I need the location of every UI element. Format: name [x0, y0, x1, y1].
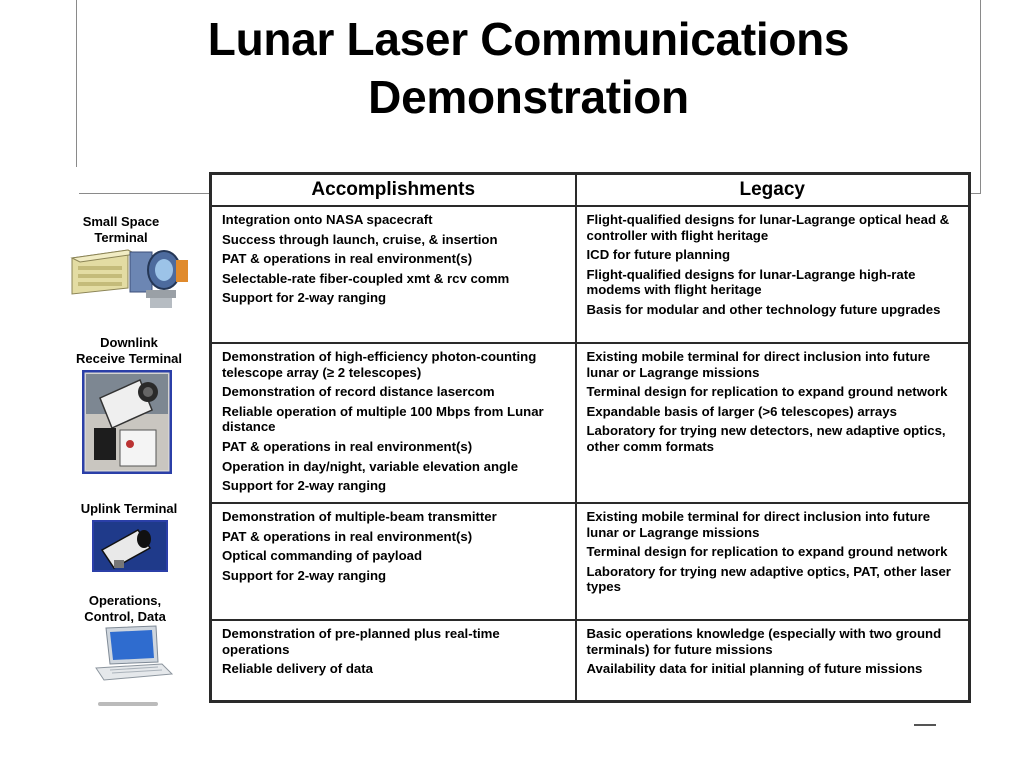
laptop-icon	[92, 624, 174, 684]
page-number-mark	[914, 724, 936, 726]
slide-title-line2: Demonstration	[368, 71, 689, 123]
list-item: Integration onto NASA spacecraft	[222, 212, 433, 227]
table-header-row	[211, 174, 970, 207]
list-item: Support for 2-way ranging	[222, 478, 387, 494]
list-item: Flight-qualified designs for lunar-Lagrange high-rate modems with flight heritage	[586, 266, 916, 298]
list-item: PAT & operations in real environment(s)	[222, 528, 473, 544]
table-row	[211, 620, 970, 702]
terminal-label-operations	[50, 593, 200, 625]
list-item: Terminal design for replication to expand ground network	[586, 384, 948, 400]
legacy-cell	[576, 503, 970, 620]
table-row	[211, 206, 970, 343]
list-item: Basic operations knowledge (especially with two ground terminals) for future missions	[586, 626, 942, 657]
terminal-label-line: Downlink	[100, 335, 158, 350]
list-item: PAT & operations in real environment(s)	[222, 251, 473, 267]
spacecraft-terminal-icon	[70, 244, 190, 310]
list-item: ICD for future planning	[586, 247, 731, 263]
list-item: Reliable operation of multiple 100 Mbps from Lunar distance	[222, 403, 544, 435]
list-item: Laboratory for trying new adaptive optics, PAT, other laser types	[586, 563, 951, 595]
list-item: Support for 2-way ranging	[222, 290, 387, 306]
slide-title	[76, 10, 981, 126]
terminal-label-line: Receive Terminal	[76, 351, 182, 366]
accomplishments-cell	[211, 343, 576, 503]
accomplishments-legacy-table	[209, 172, 971, 703]
list-item: Selectable-rate fiber-coupled xmt & rcv comm	[222, 270, 510, 286]
faint-caption	[98, 702, 158, 706]
accomplishments-cell	[211, 206, 576, 343]
header-accomplishments: Accomplishments	[211, 174, 576, 207]
telescope-photo-icon	[82, 370, 172, 474]
terminal-label-uplink	[54, 501, 204, 517]
list-item: Flight-qualified designs for lunar-Lagrange optical head & controller with flight heritage	[586, 212, 950, 243]
terminal-label-line: Uplink Terminal	[80, 501, 178, 516]
list-item: Laboratory for trying new detectors, new adaptive optics, other comm formats	[586, 423, 946, 454]
list-item: Availability data for initial planning of future missions	[586, 661, 923, 677]
accomplishments-cell	[211, 503, 576, 620]
list-item: Reliable delivery of data	[222, 661, 373, 677]
terminal-label-line: Operations,	[88, 593, 162, 608]
terminal-label-line: Terminal	[94, 230, 148, 245]
terminal-label-line: Small Space	[82, 214, 160, 229]
uplink-telescope-icon	[92, 520, 168, 572]
list-item: Existing mobile terminal for direct inclusion into future lunar or Lagrange missions	[586, 349, 931, 380]
terminal-label-small-space	[46, 214, 196, 246]
list-item: Existing mobile terminal for direct inclusion into future lunar or Lagrange missions	[586, 509, 931, 540]
header-legacy: Legacy	[576, 174, 970, 207]
terminal-label-downlink	[54, 335, 204, 367]
table-row	[211, 343, 970, 503]
table-row	[211, 503, 970, 620]
legacy-cell	[576, 620, 970, 702]
accomplishments-cell	[211, 620, 576, 702]
list-item: Success through launch, cruise, & insertion	[222, 231, 498, 247]
list-item: Expandable basis of larger (>6 telescopes) arrays	[586, 403, 897, 419]
legacy-cell	[576, 343, 970, 503]
list-item: Basis for modular and other technology future upgrades	[586, 301, 941, 317]
list-item: PAT & operations in real environment(s)	[222, 438, 473, 454]
legacy-cell	[576, 206, 970, 343]
terminal-label-line: Control, Data	[84, 609, 166, 624]
list-item: Demonstration of pre-planned plus real-time operations	[222, 626, 500, 657]
list-item: Support for 2-way ranging	[222, 567, 387, 583]
list-item: Terminal design for replication to expand ground network	[586, 544, 948, 560]
list-item: Demonstration of multiple-beam transmitter	[222, 509, 497, 524]
list-item: Operation in day/night, variable elevation angle	[222, 458, 519, 474]
list-item: Optical commanding of payload	[222, 548, 423, 564]
list-item: Demonstration of record distance lasercom	[222, 384, 495, 400]
list-item: Demonstration of high-efficiency photon-counting telescope array (≥ 2 telescopes)	[222, 349, 537, 380]
slide-title-line1: Lunar Laser Communications	[207, 13, 850, 65]
